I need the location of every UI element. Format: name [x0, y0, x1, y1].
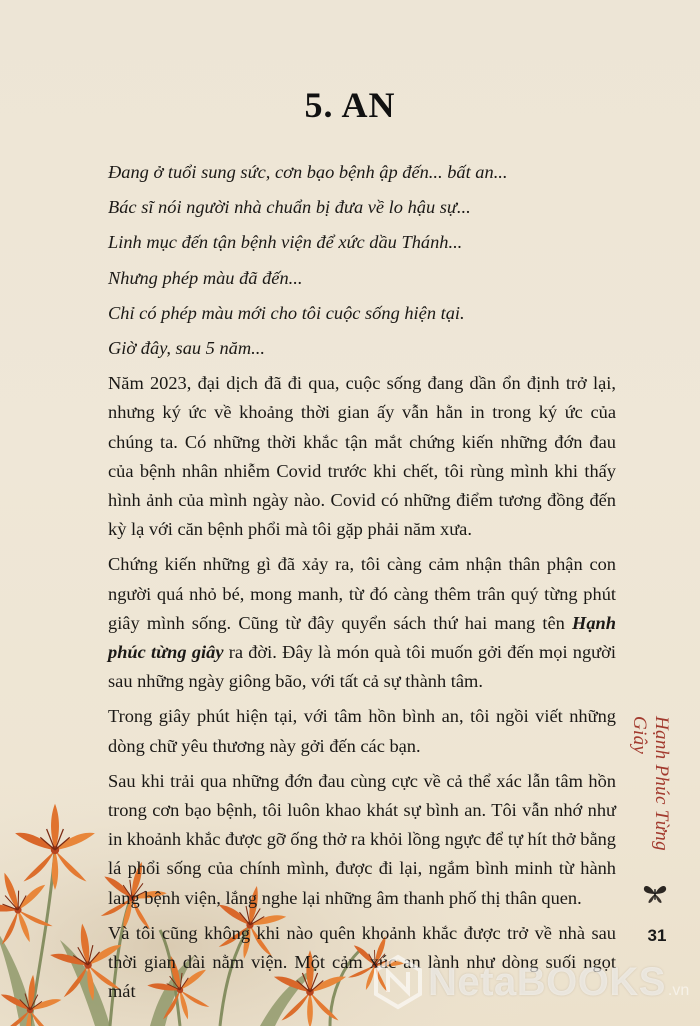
watermark-suffix: .vn	[667, 982, 690, 999]
page-number: 31	[647, 926, 667, 945]
paragraph-3: Trong giây phút hiện tại, với tâm hồn bình an, tôi ngồi viết những dòng chữ yêu thương này gởi đến các bạn.	[108, 706, 616, 756]
paragraph-1: Năm 2023, đại dịch đã đi qua, cuộc sống đang dần ổn định trở lại, nhưng ký ức về khoảng thời gian ấy vẫn hằn in trong ký ức của chúng ta. Có những thời khắc tận mắt chứng kiến những đớn đau của bệnh nhân nhiễm Covid trước khi chết, tôi rùng mình khi thấy hình ảnh của mình ngày nào. Covid có những điểm tương đồng đến kỳ lạ với căn bệnh phổi mà tôi gặp phải năm xưa.	[108, 373, 616, 540]
chapter-body	[108, 158, 616, 1012]
poem-line: Chỉ có phép màu mới cho tôi cuộc sống hiện tại.	[108, 302, 465, 323]
poem-line: Giờ đây, sau 5 năm...	[108, 338, 265, 359]
watermark-name: NetaBOOKS	[428, 959, 666, 1004]
paragraph-4: Sau khi trải qua những đớn đau cùng cực về cả thể xác lẫn tâm hồn trong cơn bạo bệnh, tôi luôn khao khát sự bình an. Tôi vẫn nhớ như in khoảnh khắc được gỡ ống thở ra khỏi lồng ngực để tự hít thở bằng lá phổi sống của chính mình, được đi lại, ngắm bình minh từ hành lang bệnh viện, lắng nghe lại những âm thanh phố thị thân quen.	[108, 770, 616, 908]
netabooks-logo-icon	[372, 954, 424, 1010]
poem-line: Bác sĩ nói người nhà chuẩn bị đưa về lo hậu sự...	[108, 197, 471, 218]
prose-paragraphs	[108, 369, 616, 1006]
publisher-watermark	[372, 952, 698, 1012]
paragraph-2	[108, 550, 616, 696]
poem-line: Nhưng phép màu đã đến...	[108, 267, 303, 288]
running-book-title: Hạnh Phúc Từng Giây	[629, 716, 672, 851]
butterfly-icon	[643, 884, 667, 904]
paragraph-2-text-a: Chứng kiến những gì đã xảy ra, tôi càng cảm nhận thân phận con người quá nhỏ bé, mong manh, từ đó càng thêm trân quý từng phút giây mình sống. Cũng từ đây quyển sách thứ hai mang tên	[108, 554, 616, 633]
chapter-title: 5. AN	[304, 85, 396, 125]
paragraph-5: Và tôi cũng không khi nào quên khoảnh khắc được trở về nhà sau thời gian dài nằm viện. Một cảm xúc an lành như dòng suối ngọt mát	[108, 922, 616, 1002]
opening-poem	[108, 158, 616, 363]
poem-line: Linh mục đến tận bệnh viện để xức dầu Thánh...	[108, 232, 463, 253]
book-title-emphasis: Hạnh phúc từng giây	[108, 612, 616, 663]
poem-line: Đang ở tuổi sung sức, cơn bạo bệnh ập đến... bất an...	[108, 162, 508, 182]
paragraph-2-text-b: ra đời. Đây là món quà tôi muốn gởi đến mọi người sau những ngày giông bão, với tất cả sự thành tâm.	[108, 642, 616, 692]
